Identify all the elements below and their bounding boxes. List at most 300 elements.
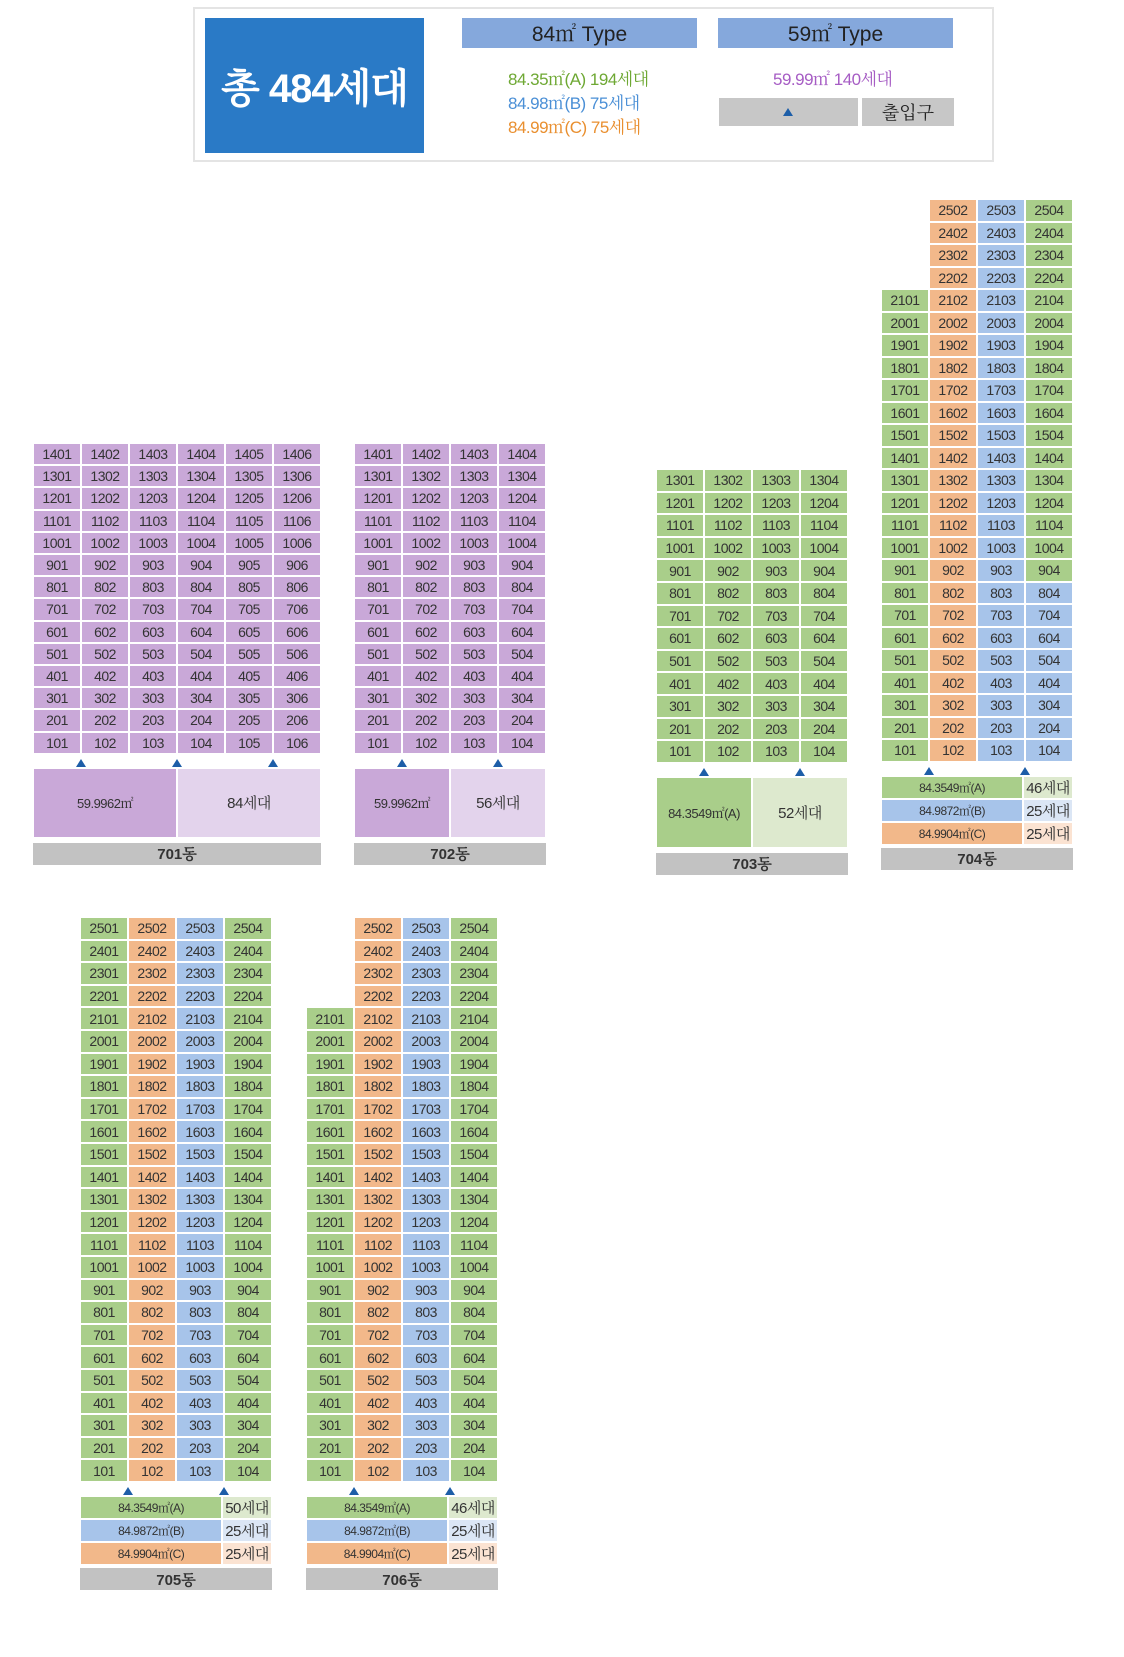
entrance-icon: [76, 759, 86, 767]
unit-cell: 1302: [128, 1188, 176, 1211]
unit-cell: 1403: [977, 447, 1025, 470]
unit-cell: 1005: [225, 532, 273, 554]
unit-cell: 1201: [80, 1211, 128, 1234]
unit-cell: 105: [225, 732, 273, 754]
unit-cell: 804: [224, 1301, 272, 1324]
household-count: 52세대: [752, 777, 848, 848]
unit-cell: 101: [80, 1459, 128, 1482]
unit-cell: 803: [752, 582, 800, 605]
unit-cell: 503: [176, 1369, 224, 1392]
unit-cell: 1901: [80, 1053, 128, 1076]
unit-cell: 1804: [1025, 357, 1073, 380]
unit-cell: 502: [128, 1369, 176, 1392]
unit-cell: 1203: [129, 487, 177, 509]
household-count: 25세대: [448, 1542, 498, 1565]
unit-cell: 504: [498, 643, 546, 665]
unit-cell: 501: [354, 643, 402, 665]
unit-cell: 1604: [1025, 402, 1073, 425]
area-label: 84.3549㎡(A): [656, 777, 752, 848]
household-count: 25세대: [1023, 822, 1073, 845]
unit-cell: 204: [177, 709, 225, 731]
unit-cell: 1604: [224, 1120, 272, 1143]
unit-cell: 703: [402, 1324, 450, 1347]
unit-cell: 2001: [80, 1030, 128, 1053]
unit-cell: 2504: [1025, 199, 1073, 222]
unit-cell: 1602: [354, 1120, 402, 1143]
unit-cell: 2003: [402, 1030, 450, 1053]
total-households: 총 484세대: [205, 18, 424, 153]
unit-cell: 806: [273, 576, 321, 598]
unit-cell: 403: [176, 1392, 224, 1415]
unit-cell: 1405: [225, 443, 273, 465]
unit-cell: 902: [402, 554, 450, 576]
unit-cell: 2503: [977, 199, 1025, 222]
unit-cell: 101: [354, 732, 402, 754]
unit-cell: 2104: [224, 1007, 272, 1030]
unit-cell: 2101: [80, 1007, 128, 1030]
unit-cell: 405: [225, 665, 273, 687]
unit-cell: 602: [81, 621, 129, 643]
unit-cell: 1401: [881, 447, 929, 470]
unit-cell: 1002: [402, 532, 450, 554]
unit-cell: 1402: [354, 1166, 402, 1189]
unit-cell: 402: [704, 672, 752, 695]
unit-cell: 601: [354, 621, 402, 643]
unit-cell: 1704: [450, 1098, 498, 1121]
unit-cell: 1302: [704, 469, 752, 492]
unit-cell: 1803: [977, 357, 1025, 380]
unit-cell: 801: [80, 1301, 128, 1324]
unit-cell: 1101: [33, 510, 81, 532]
unit-cell: 805: [225, 576, 273, 598]
unit-cell: 602: [929, 627, 977, 650]
unit-cell: 104: [1025, 739, 1073, 762]
unit-cell: 802: [704, 582, 752, 605]
unit-cell: 603: [402, 1346, 450, 1369]
unit-cell: 801: [354, 576, 402, 598]
unit-cell: 803: [176, 1301, 224, 1324]
unit-cell: 504: [224, 1369, 272, 1392]
unit-cell: 201: [881, 717, 929, 740]
area-label: 84.9872㎡(B): [306, 1519, 448, 1542]
unit-cell: 302: [354, 1414, 402, 1437]
unit-cell: 704: [450, 1324, 498, 1347]
unit-cell: 803: [977, 582, 1025, 605]
unit-cell: 801: [881, 582, 929, 605]
unit-cell: 202: [704, 718, 752, 741]
unit-cell: 202: [402, 709, 450, 731]
entrance-icon: [795, 768, 805, 776]
unit-cell: 1104: [450, 1233, 498, 1256]
entrance-icon: [445, 1487, 455, 1495]
unit-cell: 1603: [402, 1120, 450, 1143]
unit-cell: 1104: [224, 1233, 272, 1256]
unit-cell: 1103: [977, 514, 1025, 537]
unit-cell: 1504: [224, 1143, 272, 1166]
unit-cell: 1601: [881, 402, 929, 425]
building-name: 702동: [354, 843, 546, 865]
unit-cell: 401: [656, 672, 704, 695]
entrance-icon: [397, 759, 407, 767]
unit-cell: 2201: [80, 985, 128, 1008]
unit-cell: 1305: [225, 465, 273, 487]
unit-cell: 603: [752, 627, 800, 650]
unit-cell: 204: [498, 709, 546, 731]
unit-cell: 1303: [450, 465, 498, 487]
unit-cell: 502: [81, 643, 129, 665]
unit-cell: 1204: [177, 487, 225, 509]
unit-cell: 303: [129, 687, 177, 709]
unit-cell: 103: [176, 1459, 224, 1482]
unit-cell: 1101: [656, 514, 704, 537]
unit-cell: 1301: [656, 469, 704, 492]
unit-cell: 301: [306, 1414, 354, 1437]
unit-cell: 2203: [402, 985, 450, 1008]
triangle-up-icon: [783, 108, 793, 116]
unit-cell: 301: [354, 687, 402, 709]
unit-cell: 804: [800, 582, 848, 605]
unit-cell: 504: [450, 1369, 498, 1392]
unit-cell: 506: [273, 643, 321, 665]
unit-cell: 905: [225, 554, 273, 576]
unit-cell: 202: [354, 1437, 402, 1460]
unit-cell: 204: [800, 718, 848, 741]
unit-cell: 606: [273, 621, 321, 643]
unit-cell: 701: [33, 598, 81, 620]
area-label: 84.9872㎡(B): [80, 1519, 222, 1542]
unit-cell: 1004: [1025, 537, 1073, 560]
unit-cell: 702: [929, 604, 977, 627]
entrance-icon: [172, 759, 182, 767]
unit-cell: 804: [1025, 582, 1073, 605]
unit-cell: 2004: [1025, 312, 1073, 335]
unit-cell: 503: [129, 643, 177, 665]
area-label: 84.9904㎡(C): [80, 1542, 222, 1565]
unit-cell: 302: [128, 1414, 176, 1437]
unit-cell: 1704: [224, 1098, 272, 1121]
unit-cell: 2402: [929, 222, 977, 245]
unit-cell: 904: [498, 554, 546, 576]
unit-cell: 203: [977, 717, 1025, 740]
unit-cell: 1302: [402, 465, 450, 487]
unit-cell: 1201: [354, 487, 402, 509]
unit-cell: 1801: [80, 1075, 128, 1098]
unit-cell: 2102: [128, 1007, 176, 1030]
unit-cell: 1701: [306, 1098, 354, 1121]
unit-cell: 203: [752, 718, 800, 741]
unit-cell: 2501: [80, 917, 128, 940]
entrance-icon: [123, 1487, 133, 1495]
unit-cell: 2404: [450, 940, 498, 963]
unit-cell: 604: [1025, 627, 1073, 650]
unit-type-legend: [193, 7, 994, 162]
unit-cell: 1303: [977, 469, 1025, 492]
household-count: 25세대: [448, 1519, 498, 1542]
unit-cell: 2502: [354, 917, 402, 940]
unit-cell: 2401: [80, 940, 128, 963]
unit-cell: 1106: [273, 510, 321, 532]
unit-cell: 206: [273, 709, 321, 731]
unit-cell: 301: [656, 695, 704, 718]
unit-cell: 2002: [929, 312, 977, 335]
unit-cell: 2203: [176, 985, 224, 1008]
unit-cell: 1001: [80, 1256, 128, 1279]
unit-cell: 2204: [450, 985, 498, 1008]
unit-cell: 103: [129, 732, 177, 754]
unit-cell: 201: [306, 1437, 354, 1460]
unit-cell: 1203: [752, 492, 800, 515]
unit-cell: 1306: [273, 465, 321, 487]
unit-cell: 1001: [33, 532, 81, 554]
unit-cell: 1103: [402, 1233, 450, 1256]
unit-cell: 904: [800, 559, 848, 582]
unit-cell: 304: [177, 687, 225, 709]
building-name: 706동: [306, 1568, 498, 1590]
unit-cell: 702: [81, 598, 129, 620]
unit-cell: 1403: [402, 1166, 450, 1189]
unit-cell: 705: [225, 598, 273, 620]
unit-cell: 903: [977, 559, 1025, 582]
unit-cell: 2003: [977, 312, 1025, 335]
unit-cell: 1203: [450, 487, 498, 509]
unit-cell: 902: [354, 1279, 402, 1302]
unit-cell: 1303: [176, 1188, 224, 1211]
unit-cell: 101: [33, 732, 81, 754]
unit-cell: 601: [656, 627, 704, 650]
unit-cell: 1803: [402, 1075, 450, 1098]
unit-cell: 2202: [128, 985, 176, 1008]
unit-cell: 1304: [498, 465, 546, 487]
unit-cell: 1101: [80, 1233, 128, 1256]
unit-cell: 101: [656, 740, 704, 763]
unit-cell: 2504: [450, 917, 498, 940]
unit-cell: 404: [177, 665, 225, 687]
unit-cell: 1202: [929, 492, 977, 515]
unit-cell: 203: [176, 1437, 224, 1460]
unit-cell: 104: [450, 1459, 498, 1482]
unit-cell: 304: [1025, 694, 1073, 717]
unit-cell: 1304: [450, 1188, 498, 1211]
unit-cell: 202: [128, 1437, 176, 1460]
area-label: 84.9904㎡(C): [306, 1542, 448, 1565]
unit-cell: 604: [498, 621, 546, 643]
unit-cell: 804: [450, 1301, 498, 1324]
entrance-icon: [349, 1487, 359, 1495]
unit-cell: 702: [128, 1324, 176, 1347]
unit-cell: 1201: [656, 492, 704, 515]
unit-cell: 204: [224, 1437, 272, 1460]
unit-cell: 1801: [306, 1075, 354, 1098]
unit-cell: 1303: [752, 469, 800, 492]
unit-cell: 901: [33, 554, 81, 576]
unit-cell: 2102: [354, 1007, 402, 1030]
building-name: 705동: [80, 1568, 272, 1590]
unit-cell: 1102: [81, 510, 129, 532]
unit-cell: 1104: [800, 514, 848, 537]
unit-cell: 704: [224, 1324, 272, 1347]
unit-cell: 1302: [929, 469, 977, 492]
unit-cell: 403: [450, 665, 498, 687]
unit-cell: 704: [177, 598, 225, 620]
unit-cell: 903: [450, 554, 498, 576]
household-count: 46세대: [1023, 776, 1073, 799]
unit-cell: 102: [81, 732, 129, 754]
unit-cell: 1901: [881, 334, 929, 357]
unit-cell: 1704: [1025, 379, 1073, 402]
unit-cell: 604: [177, 621, 225, 643]
unit-cell: 1902: [128, 1053, 176, 1076]
unit-cell: 703: [176, 1324, 224, 1347]
unit-cell: 1004: [450, 1256, 498, 1279]
household-count: 84세대: [177, 768, 321, 838]
unit-cell: 403: [752, 672, 800, 695]
unit-cell: 801: [33, 576, 81, 598]
unit-cell: 502: [354, 1369, 402, 1392]
unit-cell: 401: [80, 1392, 128, 1415]
unit-cell: 804: [177, 576, 225, 598]
unit-cell: 1301: [881, 469, 929, 492]
building-name: 703동: [656, 853, 848, 875]
unit-cell: 1902: [354, 1053, 402, 1076]
unit-cell: 602: [354, 1346, 402, 1369]
unit-cell: 104: [498, 732, 546, 754]
unit-cell: 304: [224, 1414, 272, 1437]
unit-cell: 401: [881, 672, 929, 695]
unit-cell: 501: [306, 1369, 354, 1392]
area-label: 84.3549㎡(A): [80, 1496, 222, 1519]
unit-cell: 2004: [224, 1030, 272, 1053]
unit-cell: 504: [800, 650, 848, 673]
unit-cell: 502: [929, 649, 977, 672]
unit-cell: 802: [402, 576, 450, 598]
unit-cell: 204: [1025, 717, 1073, 740]
unit-cell: 504: [177, 643, 225, 665]
unit-cell: 2001: [881, 312, 929, 335]
unit-cell: 601: [306, 1346, 354, 1369]
unit-cell: 704: [498, 598, 546, 620]
unit-cell: 303: [977, 694, 1025, 717]
unit-cell: 2304: [224, 962, 272, 985]
unit-cell: 505: [225, 643, 273, 665]
unit-cell: 701: [80, 1324, 128, 1347]
unit-cell: 703: [977, 604, 1025, 627]
unit-cell: 1202: [128, 1211, 176, 1234]
unit-cell: 1004: [498, 532, 546, 554]
unit-cell: 2303: [176, 962, 224, 985]
unit-cell: 1102: [354, 1233, 402, 1256]
unit-cell: 902: [81, 554, 129, 576]
unit-cell: 2103: [977, 289, 1025, 312]
unit-cell: 2404: [224, 940, 272, 963]
unit-cell: 1203: [977, 492, 1025, 515]
unit-cell: 1301: [354, 465, 402, 487]
unit-cell: 1104: [498, 510, 546, 532]
unit-cell: 104: [177, 732, 225, 754]
entrance-icon: [219, 1487, 229, 1495]
unit-cell: 1304: [1025, 469, 1073, 492]
unit-cell: 1004: [177, 532, 225, 554]
unit-cell: 1004: [800, 537, 848, 560]
unit-cell: 1502: [929, 424, 977, 447]
unit-cell: 404: [450, 1392, 498, 1415]
unit-cell: 304: [498, 687, 546, 709]
unit-cell: 1204: [498, 487, 546, 509]
unit-cell: 1001: [881, 537, 929, 560]
unit-cell: 502: [402, 643, 450, 665]
unit-cell: 904: [224, 1279, 272, 1302]
unit-cell: 2502: [128, 917, 176, 940]
unit-cell: 702: [704, 605, 752, 628]
unit-cell: 1103: [129, 510, 177, 532]
unit-cell: 2202: [354, 985, 402, 1008]
unit-cell: 2204: [224, 985, 272, 1008]
unit-cell: 702: [354, 1324, 402, 1347]
unit-cell: 203: [402, 1437, 450, 1460]
unit-cell: 1702: [354, 1098, 402, 1121]
unit-cell: 306: [273, 687, 321, 709]
unit-cell: 704: [1025, 604, 1073, 627]
unit-cell: 902: [929, 559, 977, 582]
unit-cell: 2103: [402, 1007, 450, 1030]
unit-cell: 1406: [273, 443, 321, 465]
area-label: 84.3549㎡(A): [306, 1496, 448, 1519]
unit-cell: 301: [881, 694, 929, 717]
unit-cell: 1501: [80, 1143, 128, 1166]
type-84-header: 84㎡ Type: [462, 18, 697, 48]
unit-cell: 1402: [402, 443, 450, 465]
unit-cell: 402: [81, 665, 129, 687]
unit-cell: 1003: [752, 537, 800, 560]
unit-cell: 802: [81, 576, 129, 598]
unit-cell: 802: [929, 582, 977, 605]
unit-cell: 104: [800, 740, 848, 763]
unit-cell: 1205: [225, 487, 273, 509]
unit-cell: 1203: [402, 1211, 450, 1234]
unit-cell: 904: [1025, 559, 1073, 582]
unit-cell: 2004: [450, 1030, 498, 1053]
unit-cell: 803: [129, 576, 177, 598]
unit-cell: 2303: [977, 244, 1025, 267]
unit-cell: 2402: [128, 940, 176, 963]
unit-cell: 402: [128, 1392, 176, 1415]
unit-cell: 1302: [354, 1188, 402, 1211]
unit-cell: 1902: [929, 334, 977, 357]
unit-cell: 1402: [929, 447, 977, 470]
unit-cell: 202: [81, 709, 129, 731]
unit-cell: 1003: [402, 1256, 450, 1279]
unit-cell: 501: [656, 650, 704, 673]
unit-cell: 601: [881, 627, 929, 650]
unit-cell: 302: [929, 694, 977, 717]
unit-cell: 106: [273, 732, 321, 754]
unit-cell: 2101: [881, 289, 929, 312]
unit-cell: 2404: [1025, 222, 1073, 245]
unit-cell: 1504: [1025, 424, 1073, 447]
unit-cell: 1903: [977, 334, 1025, 357]
unit-cell: 1102: [704, 514, 752, 537]
unit-cell: 1001: [656, 537, 704, 560]
unit-cell: 1404: [1025, 447, 1073, 470]
unit-cell: 1602: [929, 402, 977, 425]
unit-cell: 304: [450, 1414, 498, 1437]
unit-cell: 904: [177, 554, 225, 576]
unit-cell: 802: [354, 1301, 402, 1324]
entrance-icon: [268, 759, 278, 767]
unit-cell: 1603: [176, 1120, 224, 1143]
unit-cell: 1204: [224, 1211, 272, 1234]
unit-cell: 102: [402, 732, 450, 754]
unit-cell: 1801: [881, 357, 929, 380]
